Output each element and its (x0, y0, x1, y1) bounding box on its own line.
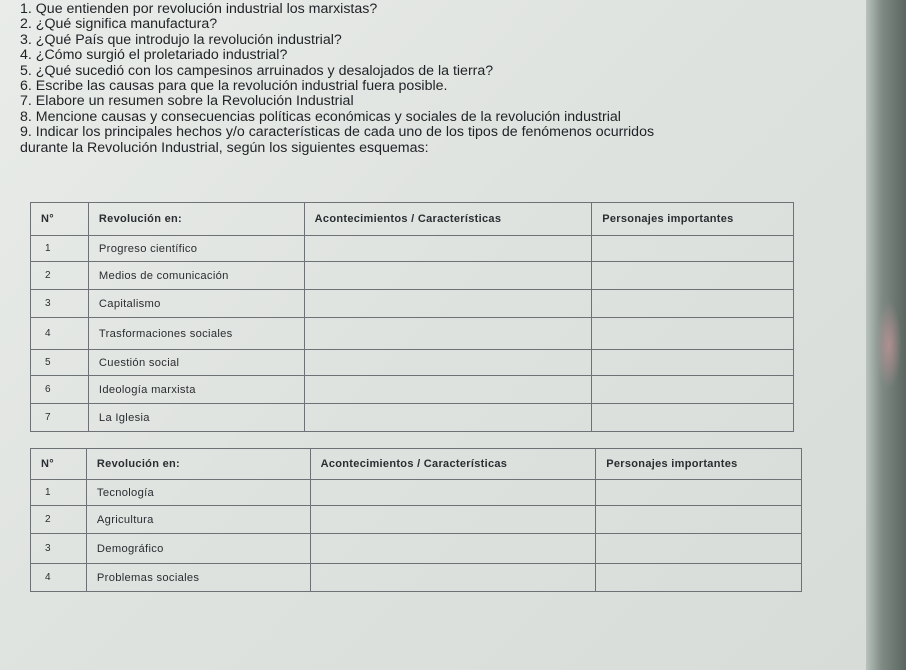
header-people: Personajes importantes (592, 203, 794, 236)
row-number: 3 (31, 534, 87, 564)
people-cell[interactable] (592, 236, 794, 262)
revolution-table-1 (30, 202, 794, 432)
table-header-row (31, 449, 802, 480)
people-cell[interactable] (592, 318, 794, 350)
table-row (31, 404, 794, 432)
people-cell[interactable] (596, 534, 802, 564)
people-cell[interactable] (592, 350, 794, 376)
table-row (31, 564, 802, 592)
header-number: N° (31, 449, 87, 480)
row-number: 2 (31, 506, 87, 534)
row-topic: Demográfico (86, 534, 310, 564)
question-6: 6. Escribe las causas para que la revolución industrial fuera posible. (20, 78, 448, 95)
row-number: 7 (31, 404, 89, 432)
table-row (31, 534, 802, 564)
events-cell[interactable] (304, 290, 592, 318)
header-revolution: Revolución en: (86, 449, 310, 480)
events-cell[interactable] (304, 350, 592, 376)
events-cell[interactable] (304, 236, 592, 262)
header-revolution: Revolución en: (88, 203, 304, 236)
row-number: 1 (31, 480, 87, 506)
row-topic: Tecnología (86, 480, 310, 506)
events-cell[interactable] (310, 506, 596, 534)
people-cell[interactable] (592, 262, 794, 290)
row-number: 5 (31, 350, 89, 376)
table-row (31, 236, 794, 262)
question-3: 3. ¿Qué País que introdujo la revolución industrial? (20, 31, 342, 48)
events-cell[interactable] (304, 376, 592, 404)
question-list (20, 2, 860, 156)
people-cell[interactable] (592, 376, 794, 404)
header-number: N° (31, 203, 89, 236)
events-cell[interactable] (310, 534, 596, 564)
events-cell[interactable] (310, 480, 596, 506)
table-row (31, 318, 794, 350)
people-cell[interactable] (596, 564, 802, 592)
question-7: 7. Elabore un resumen sobre la Revolución Industrial (20, 93, 354, 110)
people-cell[interactable] (596, 506, 802, 534)
events-cell[interactable] (310, 564, 596, 592)
row-topic: Capitalismo (88, 290, 304, 318)
row-topic: Progreso científico (88, 236, 304, 262)
table-row (31, 480, 802, 506)
table-row (31, 350, 794, 376)
row-number: 4 (31, 564, 87, 592)
people-cell[interactable] (596, 480, 802, 506)
row-topic: Trasformaciones sociales (88, 318, 304, 350)
table-row (31, 262, 794, 290)
header-events: Acontecimientos / Características (304, 203, 592, 236)
question-4: 4. ¿Cómo surgió el proletariado industrial? (20, 47, 288, 64)
row-topic: Agricultura (86, 506, 310, 534)
row-topic: Problemas sociales (86, 564, 310, 592)
events-cell[interactable] (304, 404, 592, 432)
people-cell[interactable] (592, 290, 794, 318)
events-cell[interactable] (304, 318, 592, 350)
table-row (31, 290, 794, 318)
row-topic: Medios de comunicación (88, 262, 304, 290)
row-topic: La Iglesia (88, 404, 304, 432)
header-people: Personajes importantes (596, 449, 802, 480)
table-header-row (31, 203, 794, 236)
question-1: 1. Que entienden por revolución industrial los marxistas? (20, 1, 378, 17)
row-number: 3 (31, 290, 89, 318)
question-8: 8. Mencione causas y consecuencias políticas económicas y sociales de la revolución industrial (20, 108, 621, 125)
events-cell[interactable] (304, 262, 592, 290)
row-topic: Cuestión social (88, 350, 304, 376)
row-topic: Ideología marxista (88, 376, 304, 404)
question-9: 9. Indicar los principales hechos y/o características de cada uno de los tipos de fenómenos ocurridos (20, 124, 655, 141)
row-number: 2 (31, 262, 89, 290)
table-row (31, 376, 794, 404)
row-number: 6 (31, 376, 89, 404)
row-number: 1 (31, 236, 89, 262)
question-2: 2. ¿Qué significa manufactura? (20, 16, 218, 33)
background-edge (866, 0, 906, 670)
table-row (31, 506, 802, 534)
people-cell[interactable] (592, 404, 794, 432)
question-9-continuation: durante la Revolución Industrial, según los siguientes esquemas: (20, 139, 429, 156)
question-5: 5. ¿Qué sucedió con los campesinos arruinados y desalojados de la tierra? (20, 62, 494, 79)
revolution-table-2 (30, 448, 802, 592)
row-number: 4 (31, 318, 89, 350)
header-events: Acontecimientos / Características (310, 449, 596, 480)
